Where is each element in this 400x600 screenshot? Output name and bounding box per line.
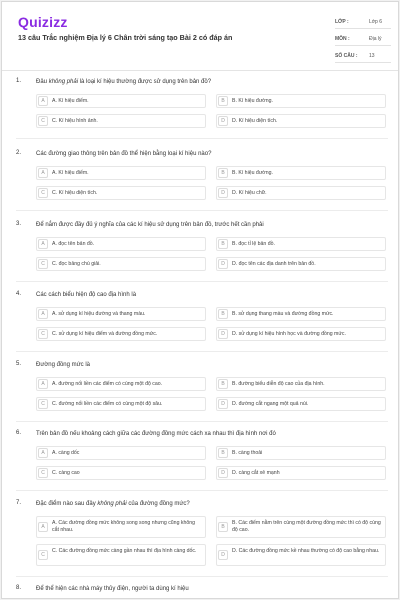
option-letter-badge: B [218, 239, 228, 249]
option-letter-badge: B [218, 448, 228, 458]
option-letter-badge: A [38, 239, 48, 249]
option-text: A. đường nối liền các điểm có cùng một độ cao. [52, 381, 163, 387]
answer-option-a[interactable] [36, 446, 206, 460]
meta-label: SỐ CÂU : [335, 53, 358, 59]
option-text: D. đọc tên các địa danh trên bản đồ. [232, 261, 316, 267]
option-letter-badge: D [218, 329, 228, 339]
page-title: 13 câu Trắc nghiệm Địa lý 6 Chân trời sáng tạo Bài 2 có đáp án [18, 33, 233, 42]
option-letter-badge: C [38, 399, 48, 409]
question-number: 3. [16, 221, 22, 227]
question-number: 5. [16, 361, 22, 367]
option-letter-badge: D [218, 550, 228, 560]
option-text: D. đường cắt ngang một quả núi. [232, 401, 309, 407]
meta-info [335, 16, 391, 67]
answer-option-b[interactable] [216, 237, 386, 251]
question-divider [16, 421, 388, 422]
answer-option-a[interactable] [36, 237, 206, 251]
option-text: D. Các đường đồng mức kề nhau thường có độ cao bằng nhau. [232, 548, 380, 554]
option-letter-badge: C [38, 329, 48, 339]
meta-row-subject [335, 33, 391, 46]
option-letter-badge: A [38, 448, 48, 458]
option-letter-badge: C [38, 468, 48, 478]
answer-option-d[interactable] [216, 186, 386, 200]
question-text: Để thể hiện các nhà máy thủy điện, người ta dùng kí hiệu [36, 586, 189, 592]
option-letter-badge: C [38, 116, 48, 126]
answer-option-a[interactable] [36, 377, 206, 391]
option-letter-badge: A [38, 168, 48, 178]
option-letter-badge: A [38, 309, 48, 319]
question-number: 7. [16, 500, 22, 506]
question-number: 8. [16, 585, 22, 591]
worksheet-page [1, 1, 399, 599]
option-letter-badge: D [218, 188, 228, 198]
option-text: C. sử dụng kí hiệu điểm và đường đồng mức. [52, 331, 158, 337]
question-number: 6. [16, 430, 22, 436]
question-text: Trên bản đồ nếu khoảng cách giữa các đường đồng mức cách xa nhau thì địa hình nơi đó [36, 431, 276, 437]
option-letter-badge: B [218, 96, 228, 106]
question-divider [16, 281, 388, 282]
option-text: B. đọc tỉ lệ bản đồ. [232, 241, 275, 247]
option-text: B. Các điểm nằm trên cùng một đường đồng mức thì có độ cùng độ cao. [232, 520, 381, 533]
meta-label: MÔN : [335, 36, 350, 42]
question-divider [16, 576, 388, 577]
question-text: Đâu không phải là loại kí hiệu thường được sử dụng trên bản đồ? [36, 79, 212, 85]
worksheet-header [2, 2, 398, 70]
option-letter-badge: C [38, 259, 48, 269]
option-text: A. đọc tên bản đồ. [52, 241, 95, 247]
answer-option-c[interactable] [36, 466, 206, 480]
meta-row-count [335, 50, 391, 63]
option-text: A. Các đường đồng mức không song song nhưng cũng không cắt nhau. [52, 520, 196, 533]
question-text: Các đường giao thông trên bản đồ thể hiện bằng loại kí hiệu nào? [36, 151, 212, 157]
option-letter-badge: A [38, 522, 48, 532]
meta-value: Lớp 6 [369, 19, 383, 25]
option-text: A. sử dụng kí hiệu đường và thang màu. [52, 311, 146, 317]
option-text: A. Kí hiệu điểm. [52, 170, 89, 176]
option-text: C. đọc bảng chú giải. [52, 261, 101, 267]
answer-option-c[interactable] [36, 327, 206, 341]
question-text: Các cách biểu hiện độ cao địa hình là [36, 292, 137, 298]
option-text: C. Các đường đồng mức càng gần nhau thì địa hình càng dốc. [52, 548, 197, 554]
answer-option-d[interactable] [216, 257, 386, 271]
option-letter-badge: C [38, 188, 48, 198]
answer-option-d[interactable] [216, 544, 386, 566]
option-text: A. Kí hiệu điểm. [52, 98, 89, 104]
answer-option-b[interactable] [216, 166, 386, 180]
option-text: C. đường nối liền các điểm có cùng một độ sâu. [52, 401, 163, 407]
question-divider [16, 138, 388, 139]
answer-option-b[interactable] [216, 377, 386, 391]
header-divider [2, 70, 398, 71]
option-text: C. Kí hiệu hình ảnh. [52, 118, 98, 124]
option-letter-badge: A [38, 379, 48, 389]
option-text: B. sử dụng thang màu và đường đồng mức. [232, 311, 334, 317]
question-divider [16, 490, 388, 491]
answer-option-c[interactable] [36, 257, 206, 271]
answer-option-b[interactable] [216, 446, 386, 460]
meta-value: Địa lý [369, 36, 382, 42]
emphasis-text: không phải [97, 501, 127, 507]
option-text: D. Kí hiệu chữ. [232, 190, 267, 196]
meta-label: LỚP : [335, 19, 349, 25]
question-text: Để nắm được đầy đủ ý nghĩa của các kí hiệu sử dụng trên bản đồ, trước hết cần phải [36, 222, 264, 228]
option-letter-badge: B [218, 379, 228, 389]
option-text: D. sử dụng kí hiệu hình học và đường đồng mức. [232, 331, 346, 337]
option-text: D. Kí hiệu diện tích. [232, 118, 278, 124]
answer-option-d[interactable] [216, 114, 386, 128]
option-letter-badge: C [38, 550, 48, 560]
answer-option-c[interactable] [36, 186, 206, 200]
answer-option-c[interactable] [36, 114, 206, 128]
answer-option-b[interactable] [216, 307, 386, 321]
answer-option-a[interactable] [36, 516, 206, 538]
option-text: B. càng thoải [232, 450, 263, 456]
meta-value: 13 [369, 53, 375, 59]
option-letter-badge: B [218, 168, 228, 178]
answer-option-d[interactable] [216, 466, 386, 480]
question-number: 4. [16, 291, 22, 297]
option-letter-badge: B [218, 522, 228, 532]
option-letter-badge: B [218, 309, 228, 319]
question-text: Đường đồng mức là [36, 362, 90, 368]
answer-option-d[interactable] [216, 397, 386, 411]
option-text: B. đường biểu diễn độ cao của địa hình. [232, 381, 325, 387]
option-text: B. Kí hiệu đường. [232, 170, 273, 176]
option-text: B. Kí hiệu đường. [232, 98, 273, 104]
answer-option-d[interactable] [216, 327, 386, 341]
question-divider [16, 210, 388, 211]
quizizz-logo[interactable]: Quizizz [18, 14, 68, 30]
question-divider [16, 351, 388, 352]
emphasis-text: không phải [48, 79, 79, 85]
option-letter-badge: D [218, 259, 228, 269]
answer-option-b[interactable] [216, 94, 386, 108]
answer-option-a[interactable] [36, 307, 206, 321]
question-number: 2. [16, 150, 22, 156]
option-text: C. càng cao [52, 470, 80, 476]
option-text: A. càng dốc [52, 450, 80, 456]
option-letter-badge: D [218, 468, 228, 478]
answer-option-c[interactable] [36, 544, 206, 566]
answer-option-a[interactable] [36, 94, 206, 108]
question-number: 1. [16, 78, 22, 84]
option-text: C. Kí hiệu diện tích. [52, 190, 98, 196]
answer-option-b[interactable] [216, 516, 386, 538]
option-text: D. càng cắt xẻ mạnh [232, 470, 280, 476]
option-letter-badge: D [218, 116, 228, 126]
option-letter-badge: D [218, 399, 228, 409]
meta-row-class [335, 16, 391, 29]
answer-option-a[interactable] [36, 166, 206, 180]
option-letter-badge: A [38, 96, 48, 106]
answer-option-c[interactable] [36, 397, 206, 411]
question-text: Đặc điểm nào sau đây không phải của đường đồng mức? [36, 501, 190, 507]
